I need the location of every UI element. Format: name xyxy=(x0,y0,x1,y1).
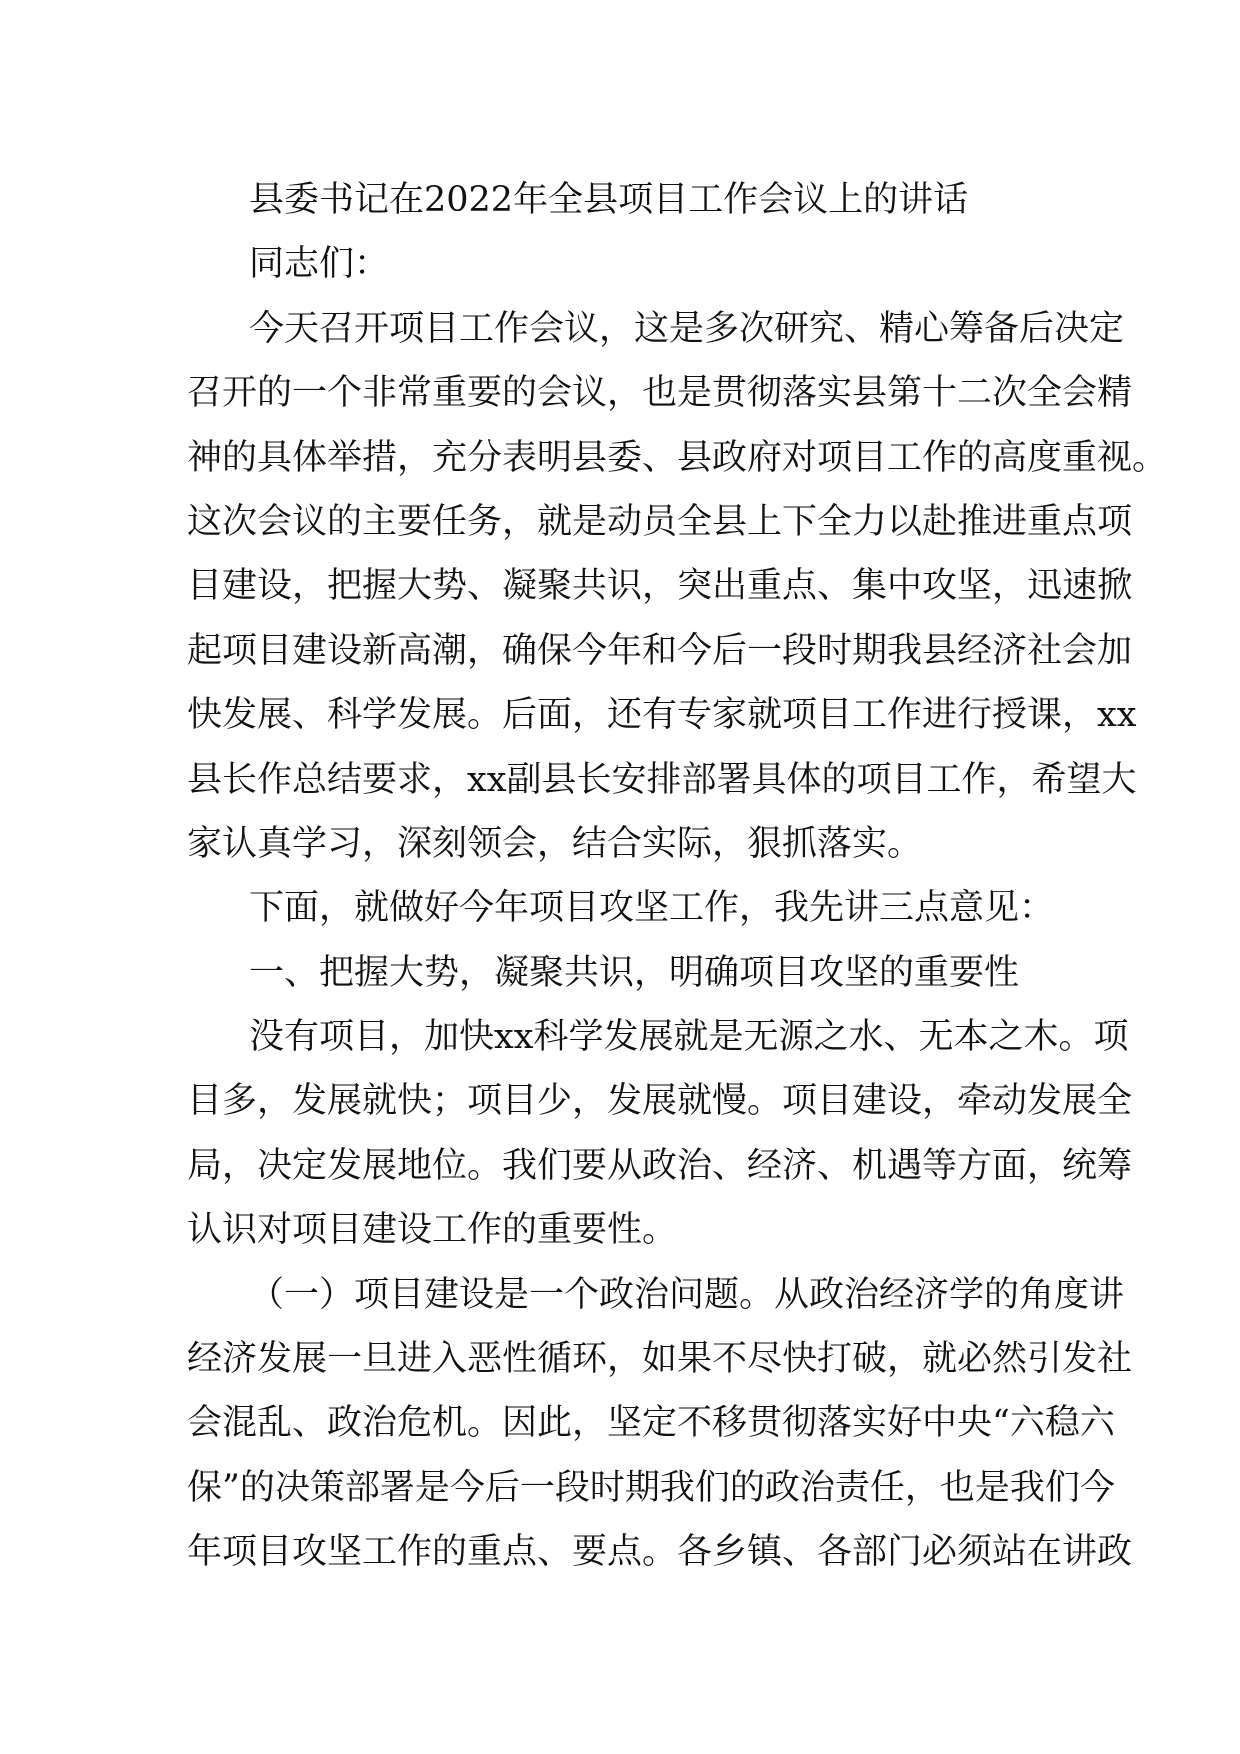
paragraph-line: 县长作总结要求，xx副县长安排部署具体的项目工作，希望大 xyxy=(187,759,1137,800)
paragraph-line: 目多，发展就快；项目少，发展就慢。项目建设，牵动发展全 xyxy=(187,1081,1133,1122)
paragraph-line: 神的具体举措，充分表明县委、县政府对项目工作的高度重视。 xyxy=(187,437,1168,478)
salutation: 同志们： xyxy=(249,244,390,285)
paragraph-line: 快发展、科学发展。后面，还有专家就项目工作进行授课，xx xyxy=(187,695,1137,736)
paragraph-line: 年项目攻坚工作的重点、要点。各乡镇、各部门必须站在讲政 xyxy=(187,1532,1133,1573)
paragraph-line: 这次会议的主要任务，就是动员全县上下全力以赴推进重点项 xyxy=(187,501,1133,542)
paragraph-line: 下面，就做好今年项目攻坚工作，我先讲三点意见： xyxy=(249,888,1055,929)
paragraph-line: （一）项目建设是一个政治问题。从政治经济学的角度讲 xyxy=(249,1274,1125,1315)
paragraph-line: 保”的决策部署是今后一段时期我们的政治责任，也是我们今 xyxy=(187,1467,1115,1508)
document-title: 县委书记在2022年全县项目工作会议上的讲话 xyxy=(249,180,969,220)
paragraph-line: 会混乱、政治危机。因此，坚定不移贯彻落实好中央“六稳六 xyxy=(187,1403,1115,1444)
paragraph-line: 召开的一个非常重要的会议，也是贯彻落实县第十二次全会精 xyxy=(187,373,1133,414)
paragraph-line: 今天召开项目工作会议，这是多次研究、精心筹备后决定 xyxy=(249,308,1125,349)
section-heading: 一、把握大势，凝聚共识，明确项目攻坚的重要性 xyxy=(249,952,1020,993)
paragraph-line: 局，决定发展地位。我们要从政治、经济、机遇等方面，统筹 xyxy=(187,1145,1133,1186)
paragraph-line: 认识对项目建设工作的重要性。 xyxy=(187,1210,678,1251)
paragraph-line: 经济发展一旦进入恶性循环，如果不尽快打破，就必然引发社 xyxy=(187,1339,1133,1380)
paragraph-line: 没有项目，加快xx科学发展就是无源之水、无本之木。项 xyxy=(249,1017,1129,1058)
paragraph-line: 家认真学习，深刻领会，结合实际，狠抓落实。 xyxy=(187,823,923,864)
paragraph-line: 目建设，把握大势、凝聚共识，突出重点、集中攻坚，迅速掀 xyxy=(187,566,1133,607)
document-body xyxy=(187,168,1168,1585)
paragraph-line: 起项目建设新高潮，确保今年和今后一段时期我县经济社会加 xyxy=(187,630,1133,671)
